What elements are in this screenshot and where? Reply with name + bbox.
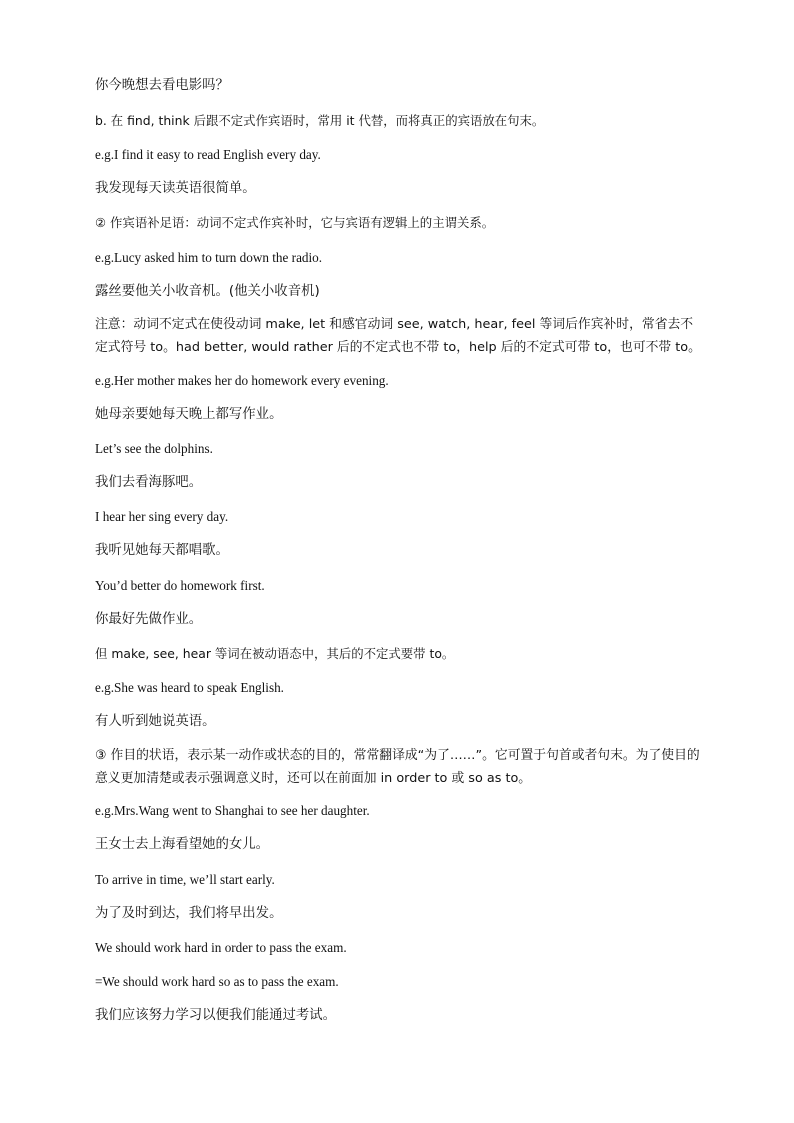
example-en: I hear her sing every day.	[95, 509, 229, 524]
translation-zh: 王女士去上海看望她的女儿。	[95, 837, 270, 852]
note-paragraph: 注意：动词不定式在使役动词 make, let 和感官动词 see, watch, hear, feel 等词后作宾补时，常省去不定式符号 to。had better, would rather 后的不定式也不带 to，help 后的不定式可带 to，也可不带 to。	[95, 317, 701, 355]
translation-zh: 你最好先做作业。	[95, 612, 203, 627]
section-heading-3: ③ 作目的状语，表示某一动作或状态的目的，常常翻译成“为了……”。它可置于句首或者句末。为了使目的意义更加清楚或表示强调意义时，还可以在前面加 in order to 或 so as to。	[95, 748, 700, 786]
translation-zh: 有人听到她说英语。	[95, 714, 216, 729]
translation-zh: 我们应该努力学习以便我们能通过考试。	[95, 1008, 337, 1023]
example-en: You’d better do homework first.	[95, 578, 265, 593]
example-en: Let’s see the dolphins.	[95, 441, 213, 456]
example-en: To arrive in time, we’ll start early.	[95, 872, 275, 887]
translation-zh: 我发现每天读英语很简单。	[95, 181, 256, 196]
translation-zh: 我听见她每天都唱歌。	[95, 543, 229, 558]
translation-zh: 露丝要他关小收音机。(他关小收音机)	[95, 284, 320, 299]
translation-zh: 我们去看海豚吧。	[95, 475, 203, 490]
example-en: e.g.I find it easy to read English every day.	[95, 147, 321, 162]
translation-zh: 为了及时到达，我们将早出发。	[95, 906, 283, 921]
example-en: =We should work hard so as to pass the exam.	[95, 974, 339, 989]
section-heading-2: ② 作宾语补足语：动词不定式作宾补时，它与宾语有逻辑上的主谓关系。	[95, 215, 495, 230]
paragraph-rule-b: b. 在 find, think 后跟不定式作宾语时，常用 it 代替，而将真正的宾语放在句末。	[95, 113, 545, 128]
paragraph-zh: 你今晚想去看电影吗？	[95, 78, 229, 93]
example-en: e.g.Her mother makes her do homework every evening.	[95, 373, 389, 388]
translation-zh: 她母亲要她每天晚上都写作业。	[95, 407, 283, 422]
example-en: e.g.Mrs.Wang went to Shanghai to see her daughter.	[95, 803, 370, 818]
paragraph-passive: 但 make, see, hear 等词在被动语态中，其后的不定式要带 to。	[95, 646, 455, 661]
example-en: e.g.Lucy asked him to turn down the radio.	[95, 250, 323, 265]
example-en: e.g.She was heard to speak English.	[95, 680, 284, 695]
example-en: We should work hard in order to pass the exam.	[95, 940, 347, 955]
